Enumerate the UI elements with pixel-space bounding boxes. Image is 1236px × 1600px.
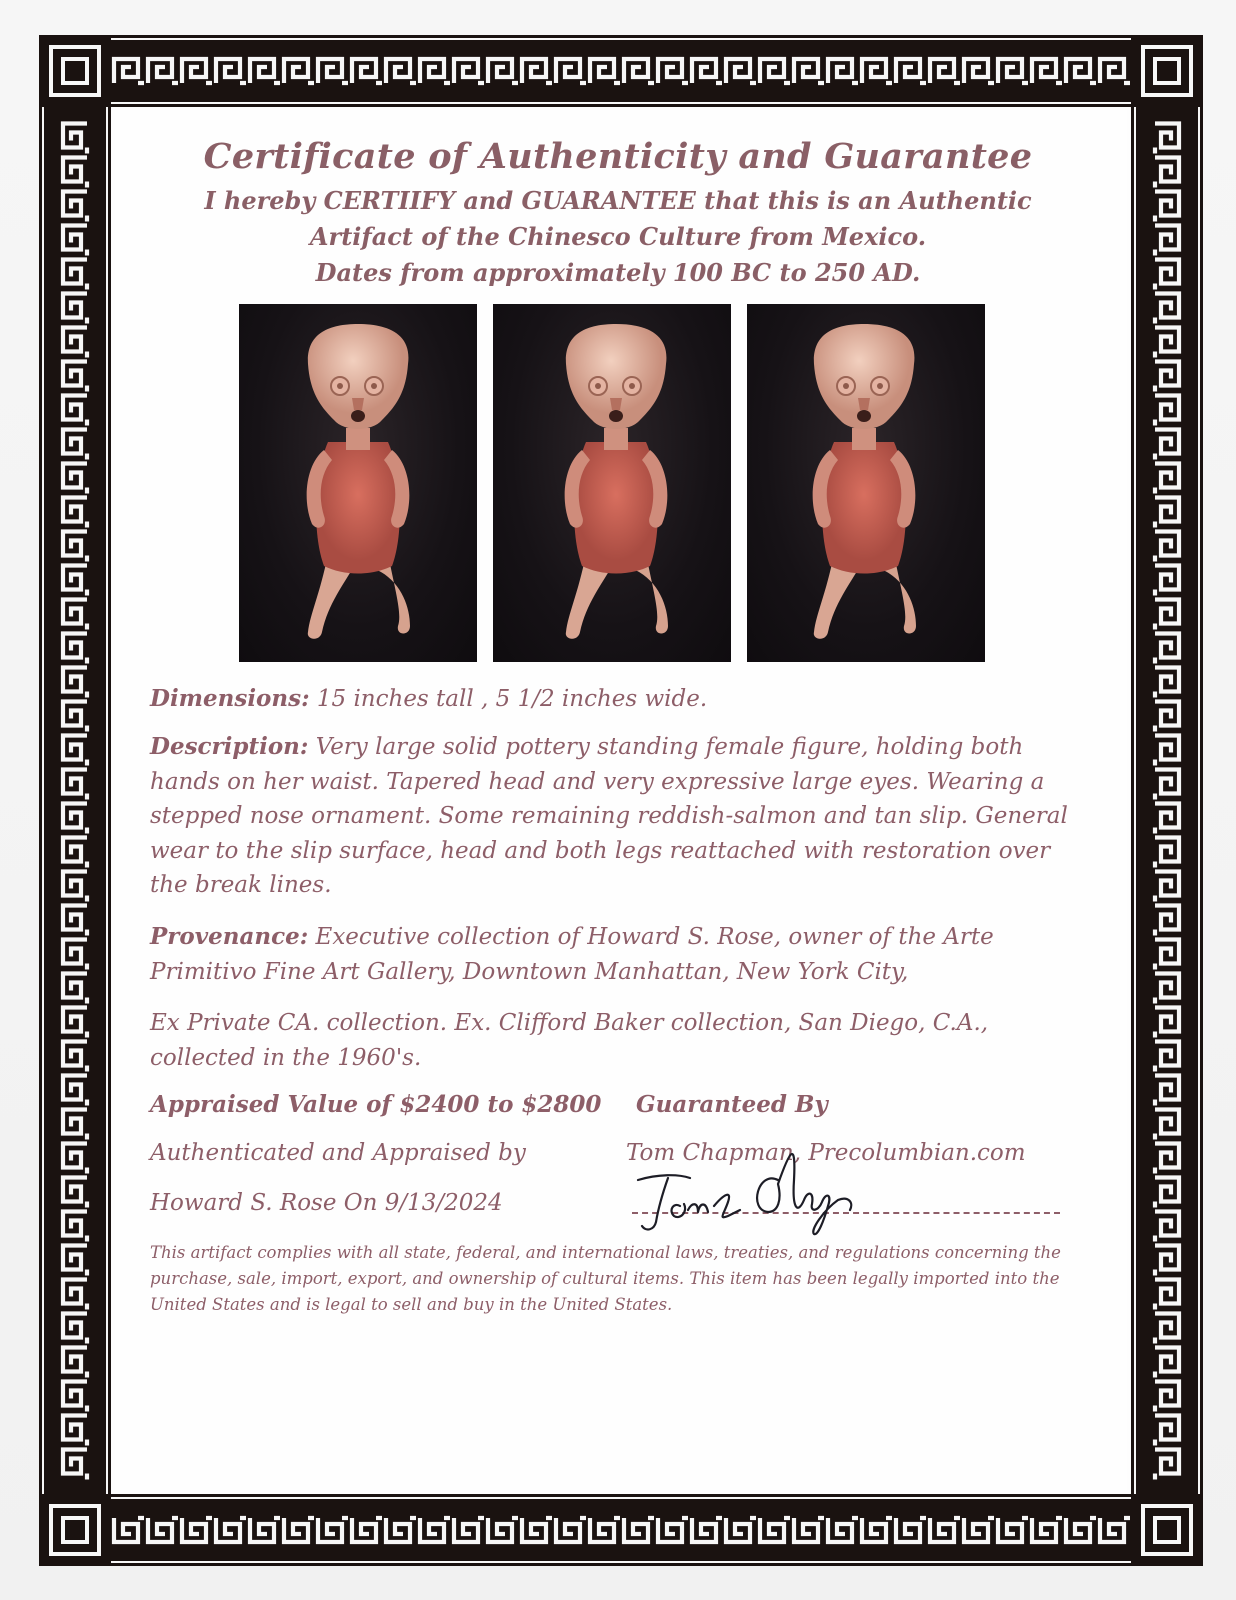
provenance-text: Executive collection of Howard S. Rose, owner of the Arte Primitivo Fine Art Gallery, Downtown Manhattan, New York City,: [150, 924, 994, 985]
guaranteed-by-label: Guaranteed By: [636, 1091, 828, 1118]
authenticated-by-label: Authenticated and Appraised by: [150, 1140, 526, 1166]
handwritten-signature: [628, 1140, 868, 1240]
certificate-subtitle-1: I hereby CERTIIFY and GUARANTEE that this is an Authentic: [204, 186, 1032, 215]
artifact-photo-3: [747, 304, 985, 662]
description-label: Description:: [150, 733, 309, 760]
legal-notice: This artifact complies with all state, federal, and international laws, treaties, and regulations concerning the purchase, sale, import, export, and ownership of cultural items. This item has been legally imported into the United States and is legal to sell and buy in the United States.: [150, 1243, 1061, 1314]
certificate-title: Certificate of Authenticity and Guarantee: [203, 136, 1033, 177]
description-paragraph: [150, 730, 1070, 903]
artifact-photo-2: [493, 304, 731, 662]
provenance-label: Provenance:: [150, 923, 309, 950]
dimensions-paragraph: [150, 682, 1070, 717]
guarantor-name: Tom Chapman, Precolumbian.com: [626, 1140, 1026, 1166]
provenance-paragraph-2: Ex Private CA. collection. Ex. Clifford Baker collection, San Diego, C.A., collected in the 1960's.: [150, 1010, 989, 1071]
certificate-subtitle-3: Dates from approximately 100 BC to 250 AD.: [315, 258, 921, 287]
appraiser-date: Howard S. Rose On 9/13/2024: [150, 1190, 503, 1216]
description-text: Very large solid pottery standing female figure, holding both hands on her waist. Tapered head and very expressive large eyes. Wearing a stepped nose ornament. Some remaining reddish-salmon and tan slip. General wear to the slip surface, head and both legs reattached with restoration over the break lines.: [150, 734, 1068, 898]
dimensions-label: Dimensions:: [150, 685, 310, 712]
dimensions-text: 15 inches tall , 5 1/2 inches wide.: [309, 686, 708, 712]
artifact-photo-1: [239, 304, 477, 662]
certificate-subtitle-2: Artifact of the Chinesco Culture from Mexico.: [309, 222, 927, 251]
provenance-paragraph: [150, 920, 1070, 989]
appraised-value: Appraised Value of $2400 to $2800: [150, 1091, 602, 1118]
